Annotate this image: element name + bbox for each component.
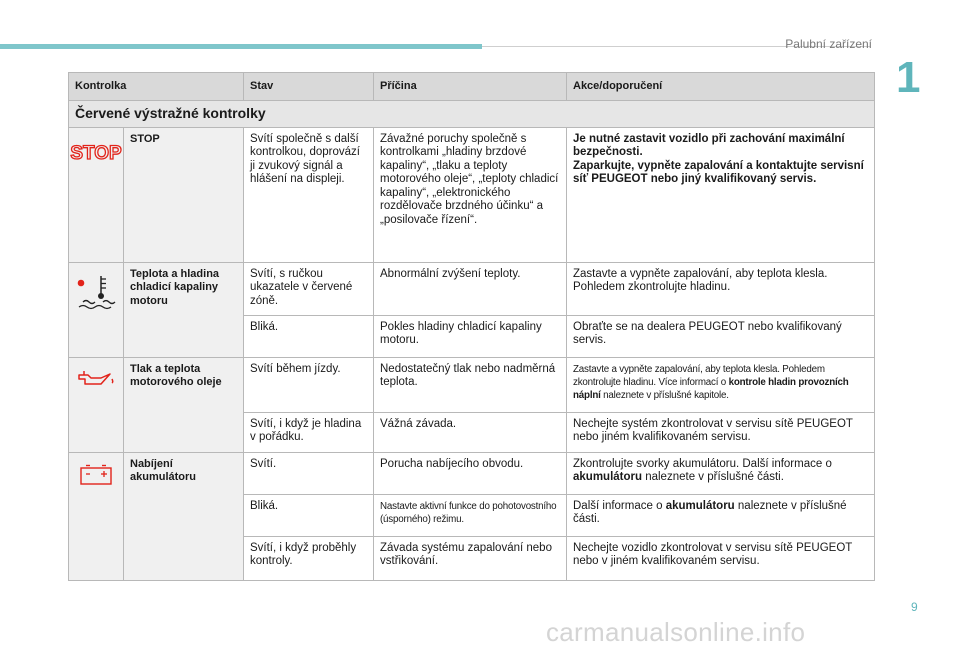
action-emphasis: kontrole hladin provozních náplní <box>573 376 849 401</box>
stop-icon <box>70 141 122 164</box>
cause-cell: Nedostatečný tlak nebo nadměrná teplota. <box>374 357 567 412</box>
light-name: STOP <box>124 127 244 262</box>
col-header-akce: Akce/doporučení <box>567 73 875 101</box>
action-text: Je nutné zastavit vozidlo při zachování maximální bezpečnosti. <box>573 132 845 158</box>
action-cell: Obraťte se na dealera PEUGEOT nebo kvalifikovaný servis. <box>567 315 875 357</box>
action-cell <box>567 494 875 536</box>
action-text: naleznete v příslušné části. <box>573 499 847 525</box>
light-name: Tlak a teplota motorového oleje <box>124 357 244 452</box>
state-cell: Bliká. <box>244 315 374 357</box>
cause-cell: Nastavte aktivní funkce do pohotovostního (úsporného) režimu. <box>374 494 567 536</box>
cause-cell: Vážná závada. <box>374 412 567 452</box>
action-cell: Nechejte systém zkontrolovat v servisu sítě PEUGEOT nebo jiném kvalifikovaném servisu. <box>567 412 875 452</box>
col-header-kontrolka: Kontrolka <box>69 73 244 101</box>
action-text: Zaparkujte, vypněte zapalování a kontaktujte servisní síť PEUGEOT nebo jiný kvalifikovaný servis. <box>573 159 864 185</box>
page-number: 9 <box>911 600 918 614</box>
oil-icon-cell <box>69 357 124 452</box>
coolant-temperature-icon <box>75 274 119 310</box>
action-text: Zastavte a vypněte zapalování, aby teplota klesla. Pohledem zkontrolujte hladinu. Více informací o <box>573 363 825 388</box>
cause-cell: Pokles hladiny chladicí kapaliny motoru. <box>374 315 567 357</box>
table-row <box>69 452 875 494</box>
section-title-red: Červené výstražné kontrolky <box>69 101 875 128</box>
action-cell <box>567 452 875 494</box>
action-cell: Zastavte a vypněte zapalování, aby teplota klesla. Pohledem zkontrolujte hladinu. <box>567 262 875 315</box>
cause-cell: Závažné poruchy společně s kontrolkami „hladiny brzdové kapaliny“, „tlaku a teploty motorového oleje“, „teploty chladicí kapaliny“, „elektronického rozdělovače brzdného účinku“ a „posilovače řízení“. <box>374 127 567 262</box>
action-cell <box>567 127 875 262</box>
state-cell: Svítí, i když proběhly kontroly. <box>244 536 374 580</box>
table-row <box>69 262 875 315</box>
action-text: naleznete v příslušné části. <box>642 471 784 483</box>
state-cell: Svítí. <box>244 452 374 494</box>
action-text: Další informace o <box>573 499 666 512</box>
light-name: Nabíjení akumulátoru <box>124 452 244 580</box>
table-row <box>69 357 875 412</box>
watermark: carmanualsonline.info <box>546 617 806 647</box>
action-cell <box>567 357 875 412</box>
section-title: Palubní zařízení <box>785 37 872 51</box>
cause-cell: Abnormální zvýšení teploty. <box>374 262 567 315</box>
state-cell: Svítí, i když je hladina v pořádku. <box>244 412 374 452</box>
state-cell: Bliká. <box>244 494 374 536</box>
col-header-pricina: Příčina <box>374 73 567 101</box>
action-text: naleznete v příslušné kapitole. <box>600 389 729 401</box>
cause-cell: Porucha nabíjecího obvodu. <box>374 452 567 494</box>
coolant-icon-cell <box>69 262 124 357</box>
accent-bar <box>0 44 482 49</box>
oil-pressure-icon <box>76 367 116 389</box>
battery-icon-cell <box>69 452 124 580</box>
light-name: Teplota a hladina chladicí kapaliny motoru <box>124 262 244 357</box>
table-header-row <box>69 73 875 101</box>
action-cell: Nechejte vozidlo zkontrolovat v servisu sítě PEUGEOT nebo v jiném kvalifikovaném servisu. <box>567 536 875 580</box>
warning-lights-table <box>68 72 875 581</box>
table-row <box>69 127 875 262</box>
col-header-stav: Stav <box>244 73 374 101</box>
stop-icon-cell <box>69 127 124 262</box>
battery-icon <box>78 462 114 486</box>
section-row <box>69 101 875 128</box>
chapter-number: 1 <box>896 53 921 102</box>
state-cell: Svítí, s ručkou ukazatele v červené zóně. <box>244 262 374 315</box>
state-cell: Svítí společně s další kontrolkou, doprovází ji zvukový signál a hlášení na displeji. <box>244 127 374 262</box>
action-text: Zkontrolujte svorky akumulátoru. Další informace o <box>573 457 832 470</box>
action-emphasis: akumulátoru <box>665 499 735 512</box>
action-emphasis: akumulátoru <box>573 471 643 483</box>
svg-text:STOP: STOP <box>70 142 122 164</box>
cause-cell: Závada systému zapalování nebo vstřikování. <box>374 536 567 580</box>
state-cell: Svítí během jízdy. <box>244 357 374 412</box>
